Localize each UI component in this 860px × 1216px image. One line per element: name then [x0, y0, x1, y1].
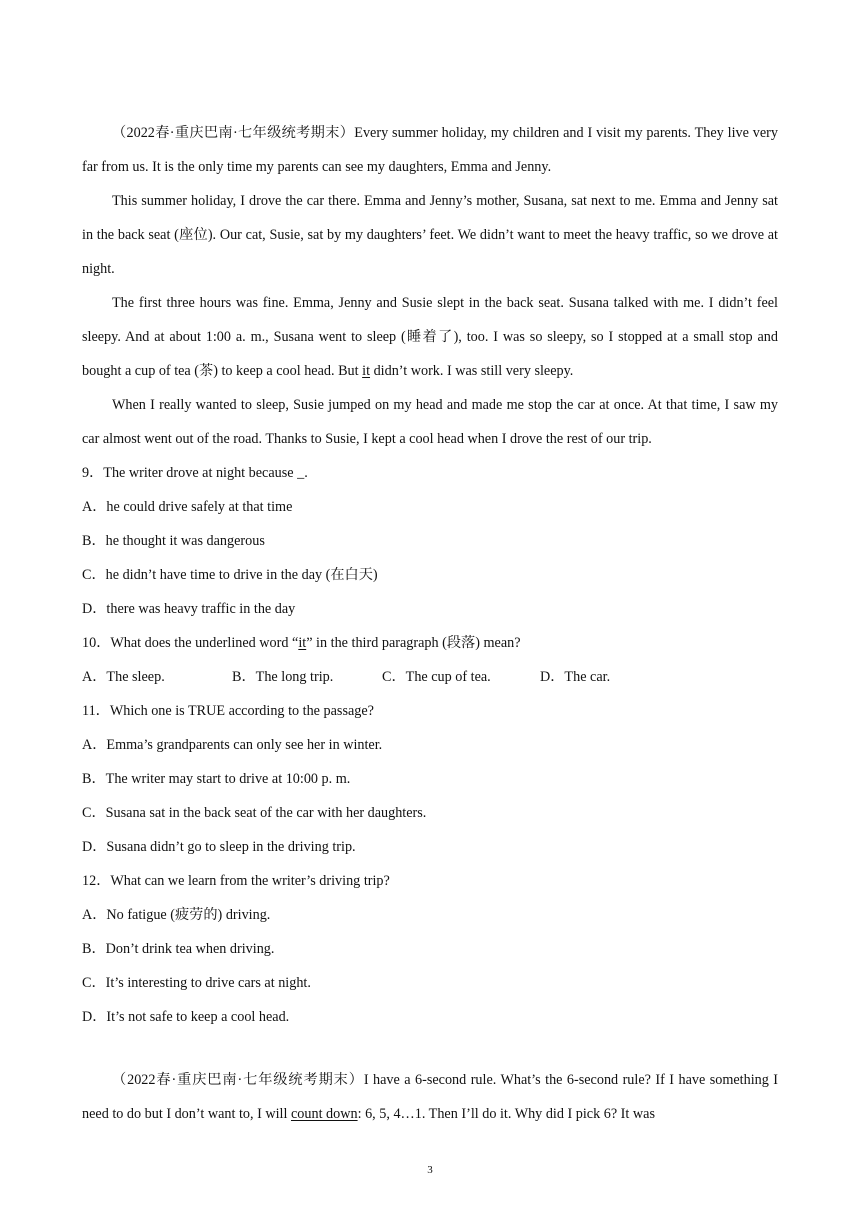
- passage-paragraph-1: [82, 116, 778, 184]
- option-c: C．The cup of tea.: [382, 669, 491, 685]
- paragraph-text: didn’t work. I was still very sleepy.: [370, 363, 574, 379]
- question-12: [82, 864, 778, 1034]
- paragraph-text: Every summer holiday, my children and I visit my parents. They live very far from us. It is the only time my parents can see my daughters, Emma and Jenny.: [82, 125, 778, 175]
- paragraph-text: : 6, 5, 4…1. Then I’ll do it. Why did I pick 6? It was: [357, 1106, 655, 1122]
- option-d: D．The car.: [540, 669, 611, 685]
- option-d: D．Susana didn’t go to sleep in the driving trip.: [82, 839, 356, 855]
- passage-paragraph-2: This summer holiday, I drove the car there. Emma and Jenny’s mother, Susana, sat next to me. Emma and Jenny sat in the back seat (座位). Our cat, Susie, sat by my daughters’ feet. We didn’t want to meet the heavy traffic, so we drove at night.: [82, 193, 778, 277]
- question-stem: 12．What can we learn from the writer’s driving trip?: [82, 873, 390, 889]
- passage-paragraph-3: [82, 286, 778, 388]
- options-row: [82, 660, 778, 694]
- passage-paragraph-4: When I really wanted to sleep, Susie jumped on my head and made me stop the car at once. At that time, I saw my car almost went out of the road. Thanks to Susie, I kept a cool head when I drove the rest of our trip.: [82, 397, 778, 447]
- option-a: A．No fatigue (疲劳的) driving.: [82, 907, 271, 923]
- option-a: A．Emma’s grandparents can only see her in winter.: [82, 737, 383, 753]
- reading-passage-1: [82, 116, 778, 1034]
- paragraph-text: I have a 6-second rule. What’s the 6-second rule? If I have something I need to do but I don’t want to, I will: [82, 1072, 778, 1122]
- paragraph-text: The first three hours was fine. Emma, Jenny and Susie slept in the back seat. Susana talked with me. I didn’t feel sleepy. And at about 1:00 a. m., Susana went to sleep (睡着了), too. I was so sleepy, so I stopped at a small stop and bought a cup of tea (茶) to keep a cool head. But: [82, 295, 778, 379]
- question-11: [82, 694, 778, 864]
- question-stem: 9．The writer drove at night because _.: [82, 465, 308, 481]
- option-d: D．It’s not safe to keep a cool head.: [82, 1009, 290, 1025]
- underlined-word: it: [362, 363, 371, 379]
- stem-text: 10．What does the underlined word “: [82, 635, 299, 651]
- option-c: C．he didn’t have time to drive in the day (在白天): [82, 567, 378, 583]
- stem-text: ” in the third paragraph (段落) mean?: [306, 635, 521, 651]
- underlined-phrase: count down: [290, 1106, 358, 1122]
- underlined-word: it: [298, 635, 307, 651]
- source-label: （2022春·重庆巴南·七年级统考期末）: [112, 125, 355, 141]
- page-number: 3: [427, 1164, 433, 1176]
- question-10: [82, 626, 778, 694]
- option-b: B．The long trip.: [232, 669, 334, 685]
- question-9: [82, 456, 778, 626]
- option-a: A．The sleep.: [82, 669, 165, 685]
- reading-passage-2: [82, 1063, 778, 1131]
- source-label: （2022春·重庆巴南·七年级统考期末）: [112, 1072, 364, 1088]
- question-stem: 11．Which one is TRUE according to the passage?: [82, 703, 374, 719]
- option-b: B．The writer may start to drive at 10:00 p. m.: [82, 771, 351, 787]
- passage-paragraph-1: [82, 1063, 778, 1131]
- question-stem: [82, 626, 778, 660]
- option-a: A．he could drive safely at that time: [82, 499, 293, 515]
- option-c: C．It’s interesting to drive cars at night.: [82, 975, 311, 991]
- option-c: C．Susana sat in the back seat of the car with her daughters.: [82, 805, 427, 821]
- option-d: D．there was heavy traffic in the day: [82, 601, 296, 617]
- option-b: B．he thought it was dangerous: [82, 533, 265, 549]
- option-b: B．Don’t drink tea when driving.: [82, 941, 275, 957]
